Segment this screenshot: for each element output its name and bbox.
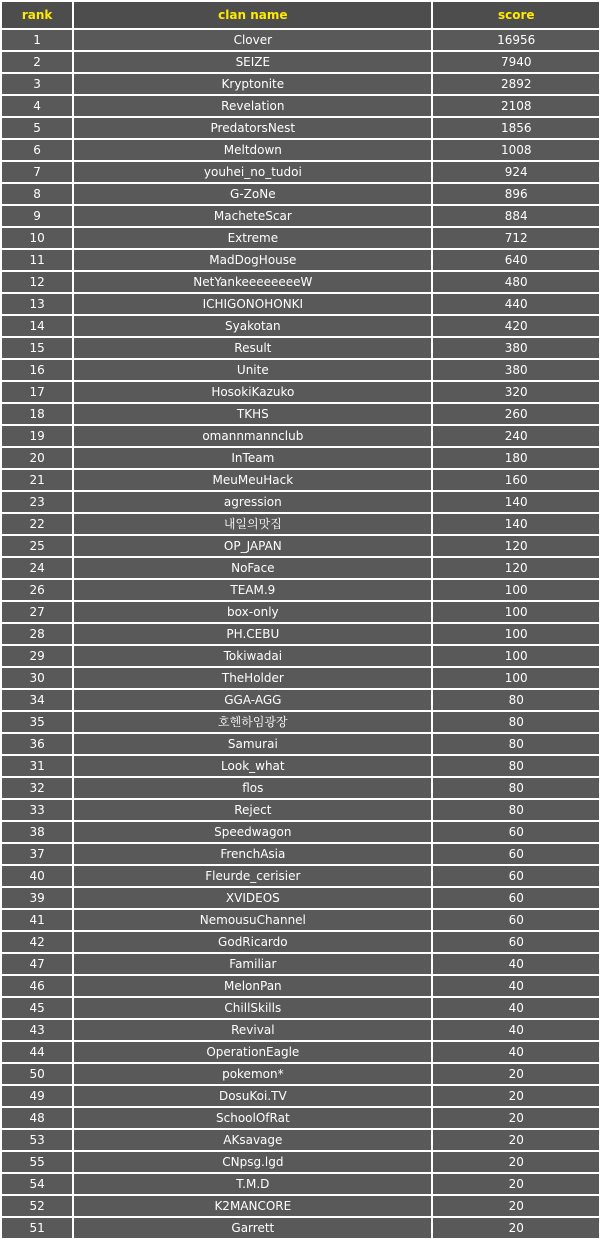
score-cell: 240 [433, 426, 599, 446]
score-cell: 884 [433, 206, 599, 226]
clan-name-cell: DosuKoi.TV [74, 1086, 431, 1106]
score-cell: 40 [433, 1042, 599, 1062]
header-row [2, 2, 599, 28]
rank-cell: 16 [2, 360, 72, 380]
score-cell: 440 [433, 294, 599, 314]
table-row [2, 140, 599, 160]
rank-cell: 29 [2, 646, 72, 666]
table-row [2, 492, 599, 512]
clan-name-cell: omannmannclub [74, 426, 431, 446]
table-row [2, 74, 599, 94]
table-row [2, 1152, 599, 1172]
rank-cell: 43 [2, 1020, 72, 1040]
clan-name-cell: youhei_no_tudoi [74, 162, 431, 182]
rank-cell: 6 [2, 140, 72, 160]
table-row [2, 382, 599, 402]
clan-name-cell: Meltdown [74, 140, 431, 160]
score-cell: 420 [433, 316, 599, 336]
table-row [2, 866, 599, 886]
score-cell: 20 [433, 1108, 599, 1128]
clan-name-cell: box-only [74, 602, 431, 622]
rank-cell: 24 [2, 558, 72, 578]
rank-cell: 49 [2, 1086, 72, 1106]
clan-name-cell: Extreme [74, 228, 431, 248]
rank-cell: 55 [2, 1152, 72, 1172]
clan-name-cell: CNpsg.lgd [74, 1152, 431, 1172]
clan-name-cell: SchoolOfRat [74, 1108, 431, 1128]
rank-cell: 22 [2, 514, 72, 534]
clan-name-cell: TKHS [74, 404, 431, 424]
table-row [2, 404, 599, 424]
clan-name-cell: NetYankeeeeeeeeW [74, 272, 431, 292]
clan-name-cell: ICHIGONOHONKI [74, 294, 431, 314]
clan-name-cell: NoFace [74, 558, 431, 578]
table-row [2, 822, 599, 842]
clan-name-cell: MadDogHouse [74, 250, 431, 270]
rank-header: rank [2, 2, 72, 28]
score-cell: 20 [433, 1174, 599, 1194]
clan-name-cell: Speedwagon [74, 822, 431, 842]
clan-name-cell: flos [74, 778, 431, 798]
clan-name-cell: XVIDEOS [74, 888, 431, 908]
rank-cell: 45 [2, 998, 72, 1018]
rank-cell: 8 [2, 184, 72, 204]
rank-cell: 15 [2, 338, 72, 358]
table-row [2, 580, 599, 600]
rank-cell: 41 [2, 910, 72, 930]
table-row [2, 316, 599, 336]
clan-name-header: clan name [74, 2, 431, 28]
clan-name-cell: ChillSkills [74, 998, 431, 1018]
table-row [2, 470, 599, 490]
score-cell: 160 [433, 470, 599, 490]
clan-name-cell: OP_JAPAN [74, 536, 431, 556]
rank-cell: 4 [2, 96, 72, 116]
clan-name-cell: FrenchAsia [74, 844, 431, 864]
score-cell: 40 [433, 954, 599, 974]
clan-name-cell: NemousuChannel [74, 910, 431, 930]
table-row [2, 1196, 599, 1216]
score-cell: 380 [433, 338, 599, 358]
clan-name-cell: InTeam [74, 448, 431, 468]
clan-name-cell: Garrett [74, 1218, 431, 1238]
score-cell: 80 [433, 800, 599, 820]
table-row [2, 778, 599, 798]
table-row [2, 690, 599, 710]
table-row [2, 448, 599, 468]
table-row [2, 250, 599, 270]
score-cell: 640 [433, 250, 599, 270]
table-row [2, 756, 599, 776]
clan-name-cell: Clover [74, 30, 431, 50]
rank-cell: 11 [2, 250, 72, 270]
table-row [2, 998, 599, 1018]
rank-cell: 42 [2, 932, 72, 952]
clan-name-cell: Revival [74, 1020, 431, 1040]
table-row [2, 976, 599, 996]
clan-name-cell: Result [74, 338, 431, 358]
score-cell: 100 [433, 646, 599, 666]
table-row [2, 118, 599, 138]
table-row [2, 96, 599, 116]
clan-name-cell: SEIZE [74, 52, 431, 72]
score-cell: 100 [433, 602, 599, 622]
table-row [2, 624, 599, 644]
score-cell: 20 [433, 1086, 599, 1106]
score-cell: 20 [433, 1218, 599, 1238]
clan-name-cell: MeuMeuHack [74, 470, 431, 490]
rank-cell: 54 [2, 1174, 72, 1194]
rank-cell: 46 [2, 976, 72, 996]
rank-cell: 26 [2, 580, 72, 600]
score-cell: 2108 [433, 96, 599, 116]
table-row [2, 558, 599, 578]
score-cell: 20 [433, 1064, 599, 1084]
clan-name-cell: Reject [74, 800, 431, 820]
rank-cell: 53 [2, 1130, 72, 1150]
rank-cell: 3 [2, 74, 72, 94]
table-row [2, 712, 599, 732]
score-cell: 100 [433, 580, 599, 600]
score-cell: 100 [433, 668, 599, 688]
rank-cell: 35 [2, 712, 72, 732]
score-cell: 180 [433, 448, 599, 468]
score-cell: 80 [433, 756, 599, 776]
score-cell: 120 [433, 558, 599, 578]
clan-name-cell: OperationEagle [74, 1042, 431, 1062]
clan-name-cell: GodRicardo [74, 932, 431, 952]
rank-cell: 2 [2, 52, 72, 72]
rank-cell: 50 [2, 1064, 72, 1084]
table-row [2, 800, 599, 820]
table-row [2, 162, 599, 182]
table-row [2, 646, 599, 666]
clan-name-cell: 호헨하임광장 [74, 712, 431, 732]
clan-name-cell: Tokiwadai [74, 646, 431, 666]
score-cell: 100 [433, 624, 599, 644]
table-row [2, 1130, 599, 1150]
rank-cell: 19 [2, 426, 72, 446]
rank-cell: 44 [2, 1042, 72, 1062]
rank-cell: 52 [2, 1196, 72, 1216]
clan-name-cell: TEAM.9 [74, 580, 431, 600]
score-cell: 140 [433, 492, 599, 512]
table-row [2, 932, 599, 952]
rank-cell: 28 [2, 624, 72, 644]
score-cell: 1008 [433, 140, 599, 160]
table-row [2, 184, 599, 204]
rank-cell: 17 [2, 382, 72, 402]
clan-name-cell: K2MANCORE [74, 1196, 431, 1216]
table-row [2, 1218, 599, 1238]
score-cell: 7940 [433, 52, 599, 72]
score-cell: 40 [433, 1020, 599, 1040]
clan-name-cell: 내일의맛집 [74, 514, 431, 534]
rank-cell: 31 [2, 756, 72, 776]
table-row [2, 668, 599, 688]
table-row [2, 30, 599, 50]
score-cell: 60 [433, 866, 599, 886]
rank-cell: 9 [2, 206, 72, 226]
table-row [2, 954, 599, 974]
score-cell: 480 [433, 272, 599, 292]
rank-cell: 21 [2, 470, 72, 490]
score-cell: 40 [433, 976, 599, 996]
rank-cell: 39 [2, 888, 72, 908]
clan-name-cell: T.M.D [74, 1174, 431, 1194]
clan-name-cell: GGA-AGG [74, 690, 431, 710]
score-cell: 924 [433, 162, 599, 182]
rank-cell: 47 [2, 954, 72, 974]
table-row [2, 1174, 599, 1194]
score-cell: 140 [433, 514, 599, 534]
table-row [2, 602, 599, 622]
clan-name-cell: MelonPan [74, 976, 431, 996]
table-row [2, 338, 599, 358]
rank-cell: 32 [2, 778, 72, 798]
table-row [2, 272, 599, 292]
score-cell: 120 [433, 536, 599, 556]
clan-name-cell: MacheteScar [74, 206, 431, 226]
rank-cell: 51 [2, 1218, 72, 1238]
score-cell: 60 [433, 910, 599, 930]
rank-cell: 23 [2, 492, 72, 512]
table-row [2, 514, 599, 534]
clan-name-cell: Familiar [74, 954, 431, 974]
score-cell: 80 [433, 712, 599, 732]
ranking-rows [2, 30, 599, 1238]
rank-cell: 13 [2, 294, 72, 314]
rank-cell: 14 [2, 316, 72, 336]
clan-name-cell: pokemon* [74, 1064, 431, 1084]
rank-cell: 10 [2, 228, 72, 248]
clan-name-cell: PredatorsNest [74, 118, 431, 138]
score-cell: 380 [433, 360, 599, 380]
rank-cell: 7 [2, 162, 72, 182]
table-row [2, 844, 599, 864]
table-row [2, 536, 599, 556]
score-cell: 60 [433, 844, 599, 864]
clan-name-cell: agression [74, 492, 431, 512]
score-cell: 20 [433, 1130, 599, 1150]
clan-name-cell: Syakotan [74, 316, 431, 336]
rank-cell: 33 [2, 800, 72, 820]
score-cell: 60 [433, 822, 599, 842]
score-cell: 16956 [433, 30, 599, 50]
clan-name-cell: TheHolder [74, 668, 431, 688]
clan-name-cell: HosokiKazuko [74, 382, 431, 402]
clan-name-cell: Samurai [74, 734, 431, 754]
rank-cell: 5 [2, 118, 72, 138]
clan-name-cell: Kryptonite [74, 74, 431, 94]
rank-cell: 12 [2, 272, 72, 292]
table-row [2, 1020, 599, 1040]
table-row [2, 52, 599, 72]
score-cell: 896 [433, 184, 599, 204]
clan-name-cell: PH.CEBU [74, 624, 431, 644]
score-cell: 20 [433, 1196, 599, 1216]
table-row [2, 1108, 599, 1128]
score-cell: 40 [433, 998, 599, 1018]
score-cell: 2892 [433, 74, 599, 94]
score-cell: 260 [433, 404, 599, 424]
rank-cell: 30 [2, 668, 72, 688]
clan-name-cell: Revelation [74, 96, 431, 116]
rank-cell: 37 [2, 844, 72, 864]
rank-cell: 20 [2, 448, 72, 468]
clan-name-cell: Unite [74, 360, 431, 380]
table-row [2, 426, 599, 446]
score-cell: 320 [433, 382, 599, 402]
rank-cell: 36 [2, 734, 72, 754]
rank-cell: 18 [2, 404, 72, 424]
table-row [2, 360, 599, 380]
rank-cell: 34 [2, 690, 72, 710]
clan-name-cell: Fleurde_cerisier [74, 866, 431, 886]
score-cell: 712 [433, 228, 599, 248]
table-row [2, 294, 599, 314]
rank-cell: 40 [2, 866, 72, 886]
score-header: score [433, 2, 599, 28]
clan-name-cell: AKsavage [74, 1130, 431, 1150]
rank-cell: 1 [2, 30, 72, 50]
table-row [2, 910, 599, 930]
score-cell: 20 [433, 1152, 599, 1172]
table-row [2, 1064, 599, 1084]
clan-name-cell: G-ZoNe [74, 184, 431, 204]
rank-cell: 25 [2, 536, 72, 556]
table-row [2, 734, 599, 754]
rank-cell: 38 [2, 822, 72, 842]
score-cell: 80 [433, 690, 599, 710]
score-cell: 60 [433, 888, 599, 908]
table-row [2, 1086, 599, 1106]
score-cell: 60 [433, 932, 599, 952]
table-row [2, 1042, 599, 1062]
table-row [2, 206, 599, 226]
rank-cell: 27 [2, 602, 72, 622]
table-row [2, 888, 599, 908]
score-cell: 80 [433, 734, 599, 754]
table-row [2, 228, 599, 248]
rank-cell: 48 [2, 1108, 72, 1128]
score-cell: 1856 [433, 118, 599, 138]
score-cell: 80 [433, 778, 599, 798]
clan-name-cell: Look_what [74, 756, 431, 776]
